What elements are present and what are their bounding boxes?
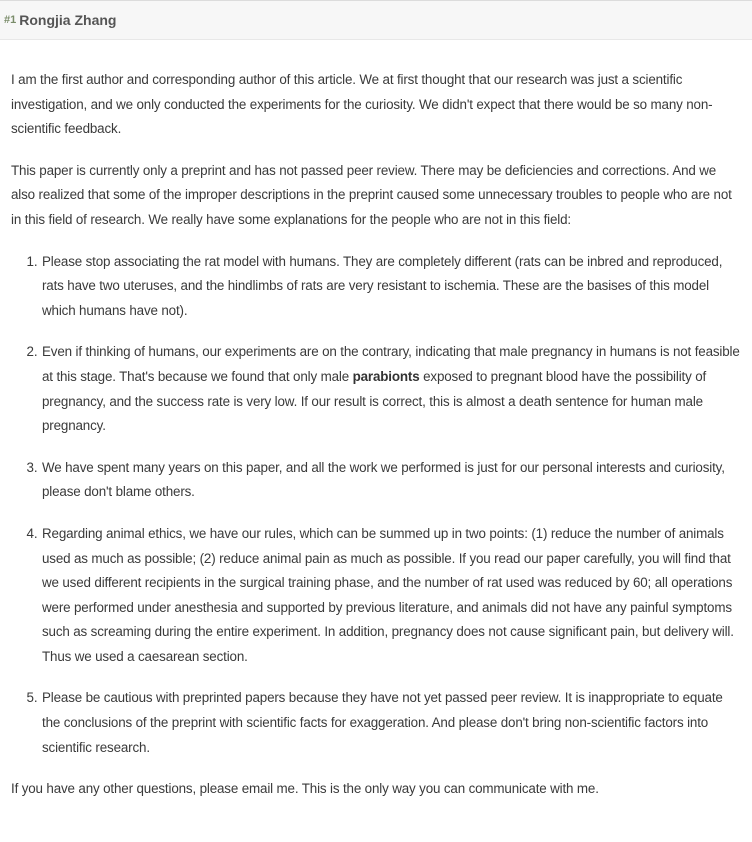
author-name[interactable]: Rongjia Zhang <box>19 12 117 28</box>
list-item-1 <box>41 250 742 324</box>
explanation-list <box>11 250 742 761</box>
list-item-4 <box>41 522 742 670</box>
second-paragraph: This paper is currently only a preprint and has not passed peer review. There may be deficiencies and corrections. And we also realized that some of the improper descriptions in the preprint caused some unnecessary troubles to people who are not in this field of research. We really have some explanations for the people who are not in this field: <box>11 162 732 227</box>
post-number[interactable]: #1 <box>4 14 17 26</box>
list-item-text-end: exposed to pregnant blood have the possibility of pregnancy, and the success rate is very low. If our result is correct, this is almost a death sentence for human male pregnancy. <box>42 368 707 434</box>
list-item-text: Please be cautious with preprinted papers because they have not yet passed peer review. It is inappropriate to equate the conclusions of the preprint with scientific facts for exaggeration. And please don't bring non-scientific factors into scientific research. <box>42 690 723 755</box>
intro-paragraph: I am the first author and corresponding author of this article. We at first thought that our research was just a scientific investigation, and we only conducted the experiments for the curiosity. We didn't expect that there would be so many non-scientific feedback. <box>11 72 713 137</box>
closing-paragraph: If you have any other questions, please email me. This is the only way you can communicate with me. <box>11 781 599 797</box>
list-item-5 <box>41 686 742 760</box>
post-header <box>0 0 752 40</box>
list-item-2 <box>41 340 742 438</box>
list-item-text-start: Even if thinking of humans, our experiments are on the contrary, indicating that male pregnancy in humans is not feasible at this stage. That's because we found that only male <box>42 344 740 384</box>
list-item-text: We have spent many years on this paper, and all the work we performed is just for our personal interests and curiosity, please don't blame others. <box>42 459 725 500</box>
list-item-text: Please stop associating the rat model with humans. They are completely different (rats can be inbred and reproduced, rats have two uteruses, and the hindlimbs of rats are very resistant to ischemia. These are the basises of this model which humans have not). <box>42 253 723 318</box>
list-item-text: Regarding animal ethics, we have our rules, which can be summed up in two points: (1) reduce the number of animals used as much as possible; (2) reduce animal pain as much as possible. If you read our paper carefully, you will find that we used different recipients in the surgical training phase, and the number of rat used was reduced by 60; all operations were performed under anesthesia and supported by previous literature, and animals did not have any painful symptoms such as screaming during the entire experiment. In addition, pregnancy does not cause significant pain, but delivery will. Thus we used a caesarean section. <box>42 525 734 664</box>
list-item-3 <box>41 456 742 505</box>
bold-term: parabionts <box>352 368 420 384</box>
post-body <box>0 40 752 802</box>
